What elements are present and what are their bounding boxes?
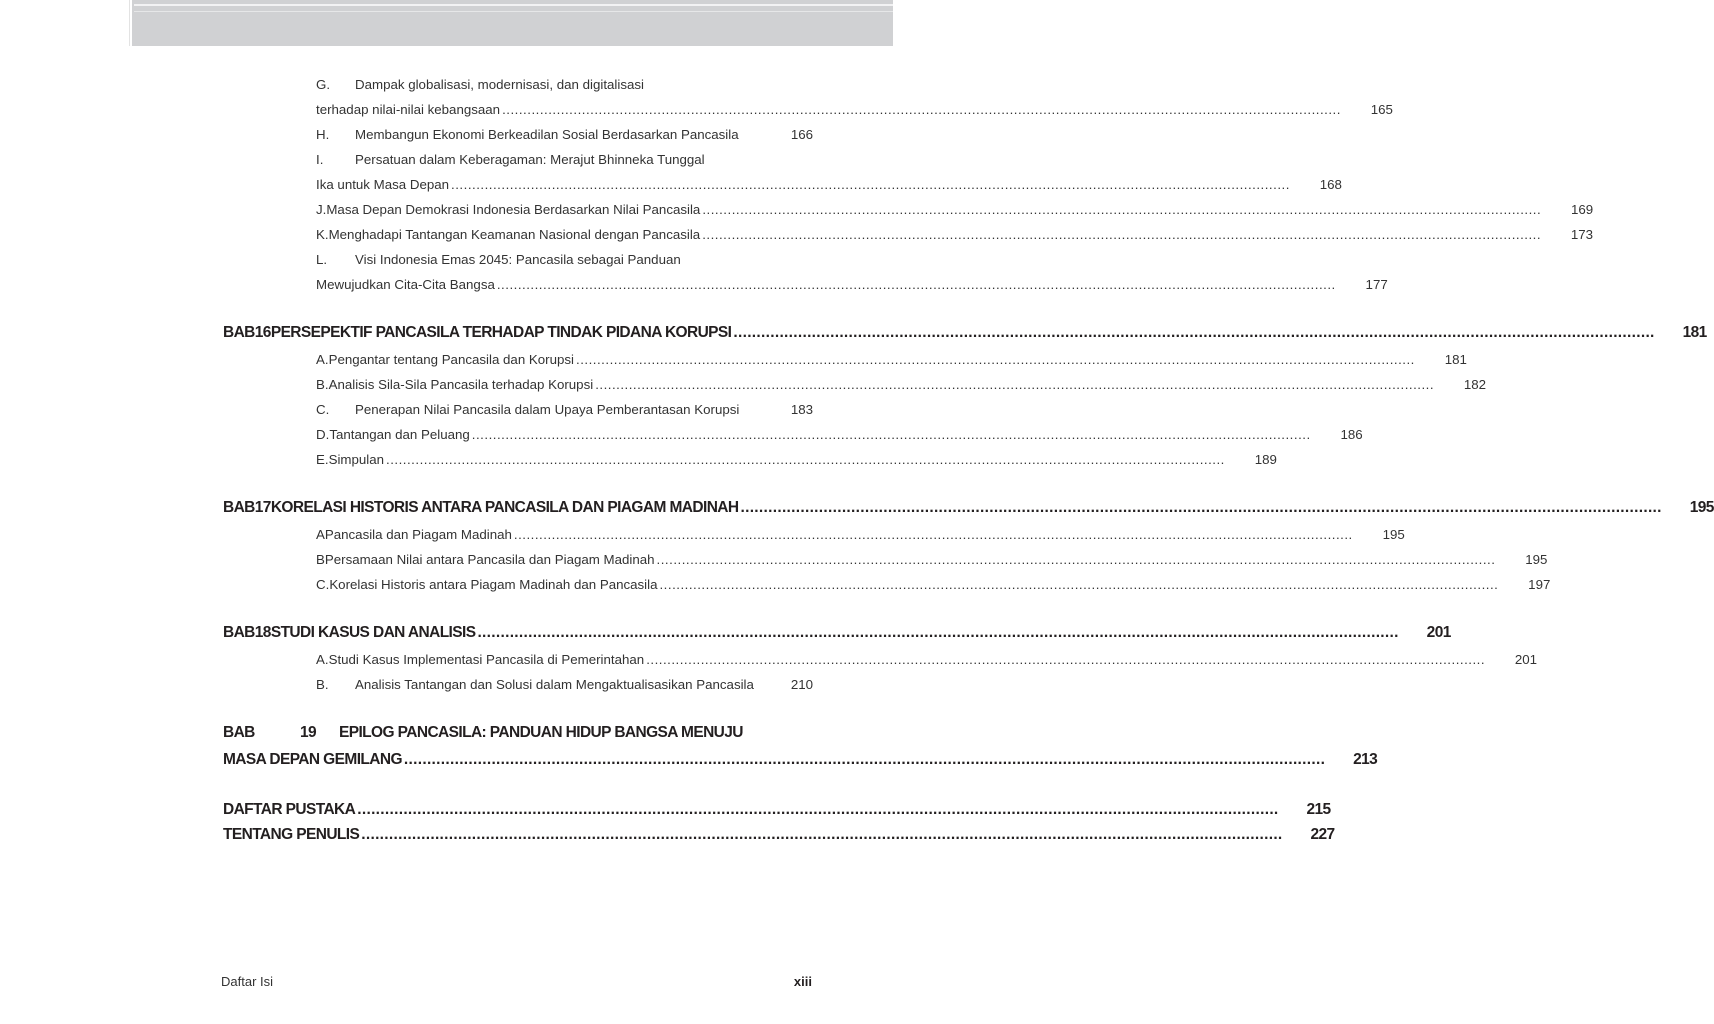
entry-page-number: 189 (1254, 452, 1277, 467)
chapter-label: BAB (223, 323, 255, 341)
toc-backmatter[interactable] (223, 797, 1331, 822)
toc-entry[interactable] (223, 572, 1551, 597)
dot-leader: ........................................................................................................................................................................................................ (357, 800, 1279, 818)
toc-chapter[interactable] (223, 720, 813, 745)
entry-page-number: 197 (1528, 577, 1551, 592)
entry-title: Masa Depan Demokrasi Indonesia Berdasarkan Nilai Pancasila (326, 202, 701, 217)
toc-entry[interactable] (223, 147, 813, 172)
entry-title: Ika untuk Masa Depan (316, 177, 450, 192)
dot-leader: ........................................................................................................................................................................................................ (656, 552, 1496, 567)
entry-title: Tantangan dan Peluang (329, 427, 470, 442)
entry-letter: H. (316, 127, 330, 142)
entry-title: TENTANG PENULIS (223, 825, 360, 843)
entry-letter: C. (316, 402, 330, 417)
dot-leader: ........................................................................................................................................................................................................ (471, 427, 1311, 442)
entry-letter: D. (316, 427, 330, 442)
entry-letter: E. (316, 452, 329, 467)
entry-letter: A (316, 527, 325, 542)
entry-page-number: 215 (1306, 800, 1331, 818)
entry-title: Mewujudkan Cita-Cita Bangsa (316, 277, 495, 292)
dot-leader: ........................................................................................................................................................................................................ (403, 750, 1326, 768)
entry-page-number: 201 (1514, 652, 1538, 667)
entry-title: Dampak globalisasi, modernisasi, dan digitalisasi (355, 77, 644, 92)
toc-entry[interactable] (223, 372, 1487, 397)
entry-letter: A. (316, 352, 329, 367)
dot-leader: ........................................................................................................................................................................................................ (361, 825, 1283, 843)
entry-page-number: 213 (1353, 750, 1378, 768)
dot-leader: ........................................................................................................................................................................................................ (451, 177, 1290, 192)
toc-chapter[interactable] (223, 495, 1714, 520)
toc-entry[interactable] (223, 172, 1342, 197)
entry-letter: C. (316, 577, 330, 592)
entry-title: Persatuan dalam Keberagaman: Merajut Bhinneka Tunggal (355, 152, 705, 167)
entry-letter: B. (316, 677, 329, 692)
toc-entry[interactable] (223, 672, 813, 697)
entry-page-number: 169 (1571, 202, 1594, 217)
entry-letter: B (316, 552, 325, 567)
entry-page-number: 210 (790, 677, 813, 692)
toc-entry[interactable] (223, 72, 813, 97)
entry-title: KORELASI HISTORIS ANTARA PANCASILA DAN PIAGAM MADINAH (270, 498, 739, 516)
chapter-number: 17 (254, 498, 271, 516)
toc-entry[interactable] (223, 197, 1594, 222)
toc-entry[interactable] (223, 397, 813, 422)
entry-letter: G. (316, 77, 331, 92)
entry-title: Menghadapi Tantangan Keamanan Nasional dengan Pancasila (328, 227, 701, 242)
dot-leader: ........................................................................................................................................................................................................ (702, 202, 1542, 217)
entry-letter: I. (316, 152, 324, 167)
entry-page-number: 201 (1426, 623, 1451, 641)
dot-leader: ........................................................................................................................................................................................................ (496, 277, 1336, 292)
table-of-contents (223, 72, 1714, 847)
toc-chapter-continued[interactable] (223, 747, 1378, 772)
entry-title: Penerapan Nilai Pancasila dalam Upaya Pemberantasan Korupsi (355, 402, 740, 417)
entry-letter: B. (316, 377, 329, 392)
entry-title: MASA DEPAN GEMILANG (223, 750, 402, 768)
dot-leader: ........................................................................................................................................................................................................ (386, 452, 1225, 467)
entry-title: EPILOG PANCASILA: PANDUAN HIDUP BANGSA MENUJU (339, 723, 743, 741)
footer-section-title: Daftar Isi (221, 974, 274, 989)
header-rule (134, 4, 893, 6)
entry-title: Pancasila dan Piagam Madinah (324, 527, 512, 542)
entry-letter: A. (316, 652, 329, 667)
toc-entry[interactable] (223, 547, 1548, 572)
toc-entry[interactable] (223, 447, 1277, 472)
entry-title: Visi Indonesia Emas 2045: Pancasila sebagai Panduan (355, 252, 681, 267)
entry-letter: J. (316, 202, 327, 217)
toc-entry[interactable] (223, 272, 1388, 297)
entry-title: terhadap nilai-nilai kebangsaan (316, 102, 501, 117)
chapter-number: 19 (299, 723, 316, 741)
entry-page-number: 195 (1525, 552, 1548, 567)
chapter-label: BAB (223, 498, 255, 516)
entry-page-number: 177 (1365, 277, 1388, 292)
entry-page-number: 227 (1310, 825, 1335, 843)
chapter-label: BAB (223, 623, 255, 641)
toc-entry[interactable] (223, 347, 1467, 372)
entry-letter: L. (316, 252, 328, 267)
dot-leader: ........................................................................................................................................................................................................ (576, 352, 1415, 367)
page-header-band (132, 0, 893, 46)
entry-page-number: 195 (1382, 527, 1405, 542)
entry-title: Analisis Sila-Sila Pancasila terhadap Korupsi (328, 377, 594, 392)
entry-title: Membangun Ekonomi Berkeadilan Sosial Berdasarkan Pancasila (355, 127, 739, 142)
toc-entry[interactable] (223, 647, 1538, 672)
toc-entry[interactable] (223, 522, 1405, 547)
entry-title: PERSEPEKTIF PANCASILA TERHADAP TINDAK PIDANA KORUPSI (270, 323, 732, 341)
entry-page-number: 166 (790, 127, 813, 142)
entry-title: Korelasi Historis antara Piagam Madinah dan Pancasila (329, 577, 658, 592)
entry-title: Analisis Tantangan dan Solusi dalam Mengaktualisasikan Pancasila (355, 677, 754, 692)
header-rule (134, 11, 893, 12)
entry-title: Studi Kasus Implementasi Pancasila di Pemerintahan (328, 652, 645, 667)
toc-backmatter[interactable] (223, 822, 1335, 847)
entry-page-number: 182 (1463, 377, 1487, 392)
dot-leader: ........................................................................................................................................................................................................ (646, 652, 1486, 667)
chapter-number: 16 (254, 323, 271, 341)
entry-page-number: 168 (1319, 177, 1342, 192)
entry-page-number: 181 (1682, 323, 1707, 341)
entry-page-number: 186 (1340, 427, 1363, 442)
dot-leader: ........................................................................................................................................................................................................ (477, 623, 1399, 641)
entry-page-number: 165 (1370, 102, 1393, 117)
footer-page-number: xiii (793, 974, 812, 989)
dot-leader: ........................................................................................................................................................................................................ (595, 377, 1435, 392)
entry-title: DAFTAR PUSTAKA (223, 800, 356, 818)
toc-entry[interactable] (223, 247, 813, 272)
entry-page-number: 173 (1570, 227, 1594, 242)
toc-chapter[interactable] (223, 620, 1451, 645)
dot-leader: ........................................................................................................................................................................................................ (740, 498, 1662, 516)
entry-page-number: 183 (790, 402, 813, 417)
dot-leader: ........................................................................................................................................................................................................ (659, 577, 1499, 592)
toc-entry[interactable] (223, 122, 813, 147)
toc-chapter[interactable] (223, 320, 1707, 345)
toc-entry[interactable] (223, 222, 1594, 247)
chapter-label: BAB (223, 723, 255, 741)
entry-title: STUDI KASUS DAN ANALISIS (270, 623, 476, 641)
entry-page-number: 181 (1444, 352, 1467, 367)
dot-leader: ........................................................................................................................................................................................................ (702, 227, 1542, 242)
entry-title: Simpulan (328, 452, 385, 467)
page-edge (129, 0, 130, 46)
toc-entry[interactable] (223, 422, 1363, 447)
entry-page-number: 195 (1689, 498, 1714, 516)
toc-entry[interactable] (223, 97, 1393, 122)
chapter-number: 18 (254, 623, 271, 641)
entry-title: Persamaan Nilai antara Pancasila dan Piagam Madinah (324, 552, 655, 567)
entry-letter: K. (316, 227, 329, 242)
dot-leader: ........................................................................................................................................................................................................ (733, 323, 1655, 341)
dot-leader: ........................................................................................................................................................................................................ (502, 102, 1341, 117)
entry-title: Pengantar tentang Pancasila dan Korupsi (328, 352, 575, 367)
dot-leader: ........................................................................................................................................................................................................ (513, 527, 1353, 542)
